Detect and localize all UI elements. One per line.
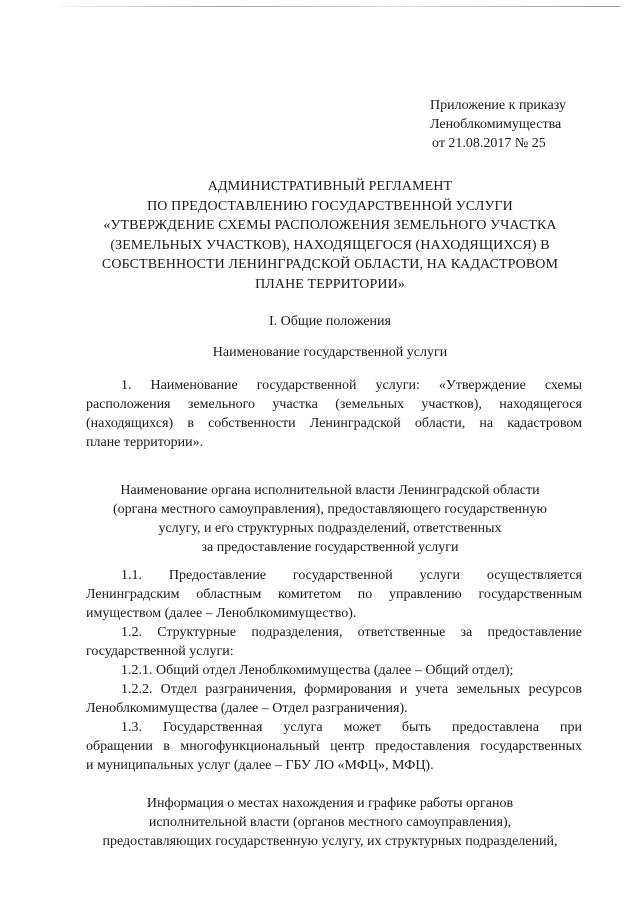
paragraph-line: обращении в многофункциональный центр предоставления государственных [86,739,582,754]
paragraph-line: плане территории». [86,435,204,450]
title-line: ПО ПРЕДОСТАВЛЕНИЮ ГОСУДАРСТВЕННОЙ УСЛУГИ [147,198,513,214]
item-1-2-1 [86,661,582,680]
paragraph-line: (находящихся) в собственности Ленинградской области, на кадастровом [86,416,582,431]
subheading-line: за предоставление государственной услуги [201,540,459,555]
paragraph-line: 1. Наименование государственной услуги: «Утверждение схемы [121,378,582,393]
title-line: АДМИНИСТРАТИВНЫЙ РЕГЛАМЕНТ [207,179,453,194]
approval-line-2: Леноблкомимущества [430,117,562,132]
subheading-line: исполнительной власти (органов местного самоуправления), [148,815,512,830]
section-heading-general: I. Общие положения [269,314,391,329]
paragraph-line: 1.2.1. Общий отдел Леноблкомимущества (далее – Общий отдел); [121,663,514,678]
subheading-service-name: Наименование государственной услуги [212,345,448,360]
item-1-2-2 [86,680,582,718]
title-line: (ЗЕМЕЛЬНЫХ УЧАСТКОВ), НАХОДЯЩЕГОСЯ (НАХОДЯЩИХСЯ) В [110,237,550,253]
subheading-line: услугу, и его структурных подразделений, ответственных [158,521,502,536]
scan-edge-line [60,6,620,7]
paragraph-1-3 [86,718,582,775]
approval-line-3: от 21.08.2017 № 25 [432,136,546,151]
subheading-line: (органа местного самоуправления), предоставляющего государственную [113,502,547,517]
paragraph-line: Ленинградским областным комитетом по управлению государственным [86,587,582,602]
title-line: СОБСТВЕННОСТИ ЛЕНИНГРАДСКОЙ ОБЛАСТИ, НА КАДАСТРОВОМ [101,257,559,272]
paragraph-line: Леноблкомимущества (далее – Отдел разграничения). [86,701,408,716]
paragraph-line: 1.2.2. Отдел разграничения, формирования и учета земельных ресурсов [121,682,582,697]
paragraph-line: государственной услуги: [86,644,234,659]
subheading-locations [80,794,580,851]
subheading-authority [80,481,580,557]
approval-stamp [430,96,566,153]
paragraph-line: 1.2. Структурные подразделения, ответственные за предоставление [121,625,582,640]
paragraph-line: расположения земельного участка (земельных участков), находящегося [86,397,582,412]
subheading-line: Наименование органа исполнительной власти Ленинградской области [120,483,540,498]
paragraph-1-1 [86,566,582,623]
paragraph-line: имуществом (далее – Леноблкомимущество). [86,606,357,621]
title-line: «УТВЕРЖДЕНИЕ СХЕМЫ РАСПОЛОЖЕНИЯ ЗЕМЕЛЬНОГО УЧАСТКА [103,218,557,233]
subheading-line: предоставляющих государственную услугу, их структурных подразделений, [102,834,558,849]
title-line: ПЛАНЕ ТЕРРИТОРИИ» [255,276,405,292]
paragraph-line: 1.3. Государственная услуга может быть предоставлена при [121,720,582,735]
paragraph-line: и муниципальных услуг (далее – ГБУ ЛО «МФЦ», МФЦ). [86,758,434,773]
approval-line-1: Приложение к приказу [430,98,566,113]
document-title [78,177,582,294]
paragraph-1-2 [86,623,582,661]
subheading-line: Информация о местах нахождения и графике работы органов [146,796,514,811]
paragraph-1 [86,376,582,452]
paragraph-line: 1.1. Предоставление государственной услуги осуществляется [121,568,582,583]
